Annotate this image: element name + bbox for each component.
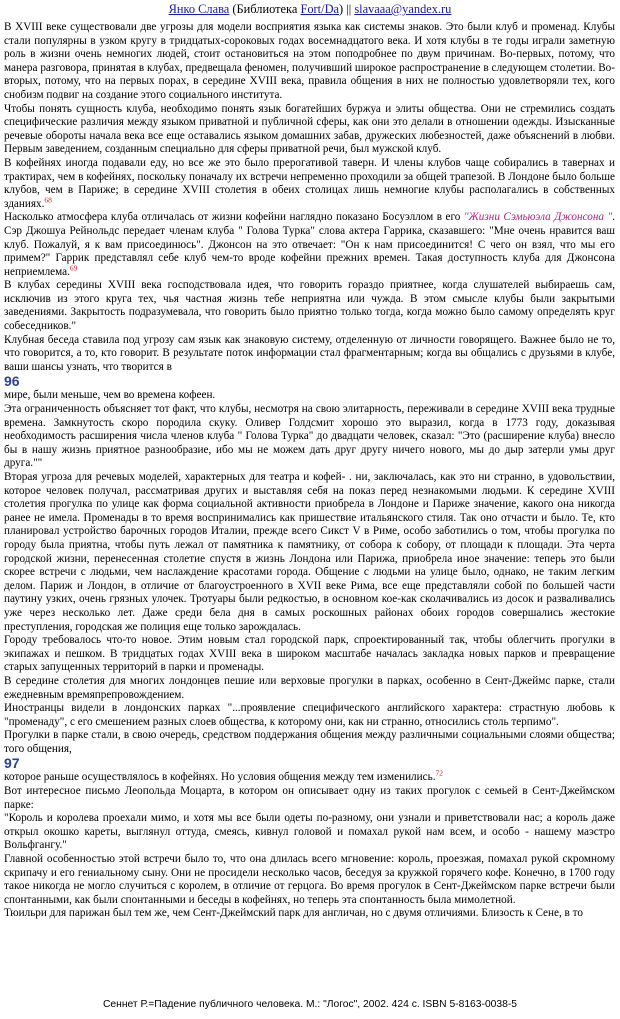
email-link[interactable]: slavaaa@yandex.ru [354, 2, 452, 16]
paragraph: Тюильри для парижан был тем же, чем Сент-Джеймский парк для англичан, но с двумя отличиями. Близость к Сене, в то [4, 907, 583, 920]
paragraph-text: Насколько атмосфера клуба отличалась от жизни кофейни наглядно показано Босуэллом в его [4, 211, 464, 224]
book-text [4, 21, 615, 989]
paragraph: Прогулки в парке стали, в свою очередь, средством поддержания общения между различными социальными слоями общества; того общения, [4, 729, 615, 755]
author-link[interactable]: Янко Слава [168, 2, 230, 16]
paragraph: Иностранцы видели в лондонских парках "...проявление специфического английского характера: страстную любовь к "променаду", с его смешением разных слоев общества, к которому они, как ни странно, относились столь терпимо". [4, 702, 615, 728]
footnote-ref[interactable]: 69 [69, 262, 78, 272]
paragraph: В середине столетия для многих лондонцев пешие или верховые прогулки в парках, особенно в Сент-Джеймс парке, стали ежедневным времяпрепровождением. [4, 674, 615, 701]
paragraph [4, 768, 615, 785]
paragraph: Городу требовалось что-то новое. Этим новым стал городской парк, спроектированный так, чтобы облегчить прогулки в экипажах и пешком. В тридцатых годах XVIII века в широком масштабе началась закладка новых парков и превращение старых запущенных территорий в парки и променады. [4, 634, 615, 674]
paragraph: мире, были меньше, чем во времена кофеен. [4, 389, 216, 402]
paragraph [4, 157, 615, 211]
paragraph-text: . Сэр Джошуа Рейнольдс передает членам клуба " Голова Турка" слова актера Гаррика, сказавшего: "Мне очень нравится ваш клуб. Пожалуй, я к вам присоединюсь". Джонсон на это отвечает: "Он к нам присоединится! С чего он взял, что мы его примем?" Гаррик представлял себе клуб чем-то вроде кофейни прежних времен. Такая доступность клуба для Джонсона неприемлема. [4, 211, 615, 278]
paragraph: Вторая угроза для речевых моделей, характерных для театра и кофей- . ни, заключалась, как это ни странно, в удовольствии, которое человек получал, рассматривая других и выставляя себя на показ перед незнакомыми людьми. К середине XVIII столетия прогулка по улице как форма социальной активности приобрела в Лондоне и Париже значение, какого она никогда ранее не имела. Променады в то время воспринимались как пришествие итальянского стиля. Так оно отчасти и было. Те, кто планировал устройство барочных городов Италии, прежде всего Сикст V в Риме, особо заботились о том, чтобы прогулка по городу была приятна, чтобы путь лежал от памятника к памятнику, от собора к собору, от площади к площади. Эта черта городской жизни, перенесенная столетие спустя в жизнь Лондона или Парижа, приобрела иное значение: теперь это были скорее встречи с людьми, чем наслаждение красотами города. Общение с людьми на улице было, однако, не таким легким делом. Париж и Лондон, в отличие от благоустроенного в XVII веке Рима, все еще представляли собой по большей части паутину узких, очень грязных улочек. Тротуары были редкостью, в основном кое-как сколачивались из досок и разваливались уже через несколько лет. Даже среди бела дня в самых роскошных районах обоих городов совершались жестокие преступления, городская же полиция еще только зарождалась. [4, 471, 615, 633]
paragraph [4, 211, 615, 279]
paragraph: Главной особенностью этой встречи было то, что она длилась всего мгновение: король, проезжая, помахал рукой скромному скрипачу и его гениальному сыну. Они не просидели несколько часов, беседуя за кружкой горячего кофе. Конечно, в 1700 году такое никогда не могло случиться с королем, в отличие от герцога. Во время прогулок в Сент-Джеймском парке встречи были спонтанными, как были спонтанными и беседы в кофейнях, но теперь эта спонтанность была мимолетной. [4, 853, 615, 906]
paragraph: Вот интересное письмо Леопольда Моцарта, в котором он описывает одну из таких прогулок с семьей в Сент-Джеймском парке: [4, 785, 615, 811]
site-header [0, 0, 620, 20]
paragraph: Эта ограниченность объясняет тот факт, что клубы, несмотря на свою элитарность, переживали в середине XVIII века трудные времена. Замкнутость скоро породила скуку. Оливер Голдсмит хорошо это выразил, когда в 1773 году, доказывая необходимость расширения числа членов клуба " Голова Турка" до двадцати человек, сказал: "Это (расширение клуба) внесло бы в нашу жизнь приятное разнообразие, ибо мы не можем дать друг другу ничего нового, мы до дыр затерли умы друг друга."" [4, 403, 615, 470]
paragraph-text: В кофейнях иногда подавали еду, но все же это было прерогативой таверн. И члены клубов чаще собирались в тавернах и трактирах, чем в кофейнях, поскольку поначалу их встречи непременно проходили за общей трапезой. В Лондоне было больше клубов, чем в Париже; в середине XVIII столетия в обеих столицах лишь немногие клубы располагались в собственных зданиях. [4, 156, 615, 210]
paragraph: В XVIII веке существовали две угрозы для модели восприятия языка как системы знаков. Это были клуб и променад. Клубы стали популярны в узком кругу в тридцатых-сороковых годах восемнадцатого века. И хотя клубы в те годы играли заметную роль в жизни очень немногих людей, стоит остановиться на этом поподробнее по двум причинам. Во-первых, потому, что манера разговора, принятая в клубах, предвещала феномен, получивший широкое распространение в следующем столетии. Во-вторых, потому, что на первых порах, в середине XVIII века, правила общения в них не полностью удовлетворяли тех, кого снобизм подвиг на создание этого социального института. [4, 21, 615, 101]
paragraph: Клубная беседа ставила под угрозу сам язык как знаковую систему, отделенную от личности говорящего. Важнее было не то, что говорится, а то, кто говорит. В результате поток информации стал фрагментарным; когда вы общались с друзьями в клубе, ваши шансы узнать, что творится в [4, 333, 615, 373]
paragraph: "Король и королева проехали мимо, и хотя мы все были одеты по-разному, они узнали и приветствовали нас; а король даже открыл окошко кареты, выглянул оттуда, смеясь, кивнул головой и помахал рукой нам всем, и особо - нашему маэстро Вольфгангу." [4, 812, 615, 852]
page-number: 96 [4, 373, 20, 390]
page-number: 97 [4, 755, 20, 772]
header-separator: ) || [339, 2, 355, 16]
library-link[interactable]: Fort/Da [300, 2, 340, 16]
paragraph: Чтобы понять сущность клуба, необходимо понять язык богатейших буржуа и элиты общества. Они не стремились создать специфические различия между языком приватной и публичной сферы, как они это делали в отношении одежды. Изысканные речевые обороты начала века все еще оставались языком домашних забав, дружеских любезностей, даже объяснений в любви. Первым заведением, созданным специально для сферы приватной речи, был мужской клуб. [4, 102, 615, 156]
library-label: (Библиотека [229, 2, 301, 16]
book-title: "Жизни Сэмьюэла Джонсона " [463, 211, 613, 224]
paragraph: В клубах середины XVIII века господствовала идея, что говорить гораздо приятнее, когда слушателей выбираешь сам, исключив из этого круга тех, чья частная жизнь тебе неприятна или чужда. В этом смысле клубы были закрытыми заведениями. Закрытость подразумевала, что говорить было приятно только тогда, когда можно было самому определять круг собеседников." [4, 279, 615, 333]
footnote-ref[interactable]: 68 [44, 194, 52, 204]
citation-footer: Сеннет Р.=Падение публичного человека. М.: "Логос", 2002. 424 с. ISBN 5-8163-0038-5 [102, 999, 518, 1010]
paragraph-text: которое раньше осуществлялось в кофейнях. Но условия общения между тем изменились. [4, 771, 436, 784]
footnote-ref[interactable]: 72 [435, 768, 443, 778]
